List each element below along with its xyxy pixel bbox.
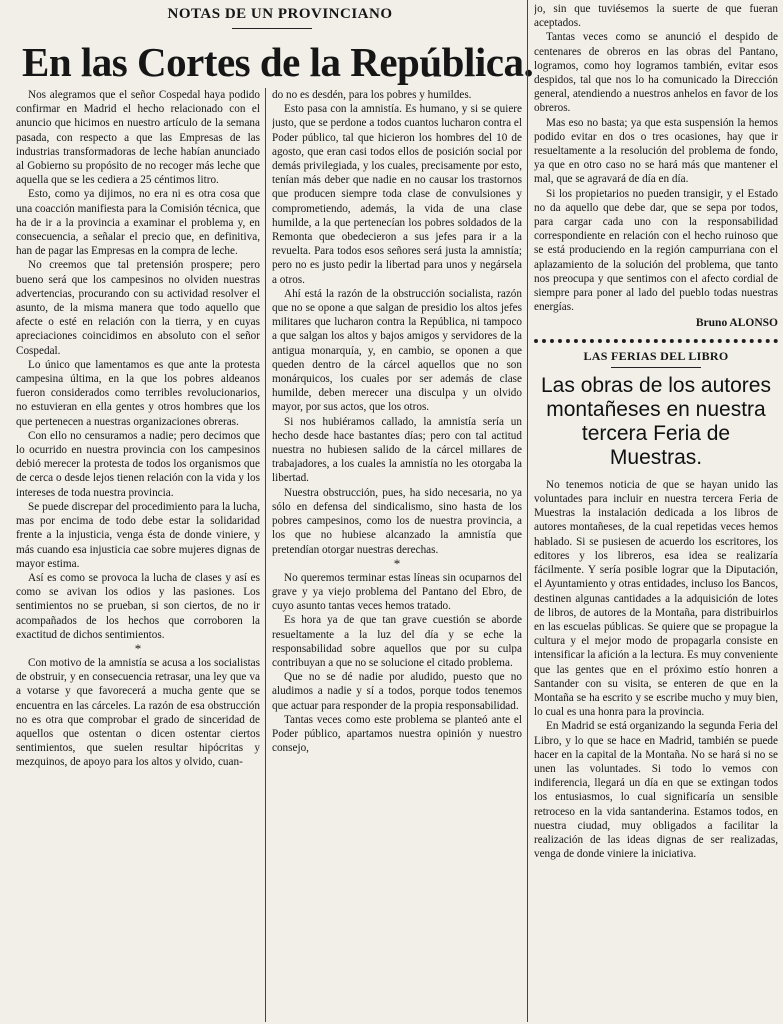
paragraph: Esto, como ya dijimos, no era ni es otra cosa que una coacción manifiesta para la Comisión técnica, que ha de ir a la provincia a examinar el problema y, en consecuencia, a señalar el precio que, en definitiva, han de pagar las Empresas en la compra de leche. (16, 188, 260, 258)
separator-star: * (134, 640, 142, 656)
column-rule-2 (527, 0, 528, 1022)
author-signature: Bruno ALONSO (695, 317, 778, 330)
paragraph: do no es desdén, para los pobres y humildes. (272, 89, 472, 101)
kicker: NOTAS DE UN PROVINCIANO (167, 6, 393, 22)
column-1 (16, 88, 260, 1022)
headline: En las Cortes de la República. (22, 39, 534, 85)
dotted-divider (534, 339, 778, 343)
paragraph: Tantas veces como se anunció el despido de centenares de obreros en las obras del Pantano, logramos, como hoy logramos también, evitar esos despidos, tal que nos lo ha comunicado la Dirección general, atendiendo a nuestros anhelos en favor de los obreros. (534, 31, 778, 115)
paragraph: Ahí está la razón de la obstrucción socialista, razón que no se opone a que salgan de presidio los altos jefes militares que lucharon contra la República, ni tampoco a que salgan los altos y bajos amigos y servidores de la antigua monarquía, y, en cambio, se oponen a que queden dentro de la cárcel aquellos que no son monárquicos, los cuales por ser además de clase humilde, deben merecer una disculpa y un olvido mayor, por sus actos, que los otros. (272, 287, 522, 414)
paragraph: Con motivo de la amnistía se acusa a los socialistas de obstruir, y en consecuencia retrasar, una ley que va a votarse y que favorecerá a mucha gente que se encuentra en las cárceles. La razón de esa obstrucción no es otra que comprobar el grado de sinceridad de aquellos que ostentan o dicen ostentar ciertos sentimientos, que suelen resultar hipócritas y mezquinos, de apoyo para los altos y olvido, cuan- (16, 656, 260, 769)
paragraph: Nuestra obstrucción, pues, ha sido necesaria, no ya sólo en defensa del sindicalismo, sino hasta de los pobres campesinos, como los de nuestra provincia, a los que no hubiese alcanzado la amnistía que pretendían otorgar nuestras derechas. (272, 486, 522, 556)
paragraph: Nos alegramos que el señor Cospedal haya podido confirmar en Madrid el hecho relacionado con el anuncio que hicimos en nuestro artículo de la semana pasada, con respecto a que las Empresas de las industrias transformadoras de leche habían anunciado al Gobierno su propósito de no recoger más leche que aquella que se les cediera a 25 céntimos litro. (16, 89, 260, 187)
column-3 (534, 2, 778, 1022)
section-rule (611, 367, 701, 368)
paragraph: No tenemos noticia de que se hayan unido las voluntades para incluir en nuestra tercera Feria de Muestras la instalación dedicada a los libros de autores montañeses, de la cual repetidas veces hemos hablado. Si se pusiesen de acuerdo los escritores, los editores y los libreros, esa idea se realizaría fácilmente. Y sería posible lograr que la Diputación, el Ayuntamiento y otras entidades, incluso los Bancos, destinen algunas cantidades a la adquisición de lotes de libros, de autores de la Montaña, para distribuirlos en las escuelas públicas. Se quiere que se propague la cultura y el mejor modo de propagarla consiste en intensificar la afición a la lectura. Es muy conveniente que las gentes que en el próximo estío honren a Santander con su visita, se enteren de que en la Montaña se ha escrito y se escribe mucho y muy bien, lo cual es una honra para la provincia. (534, 478, 778, 719)
paragraph: Lo único que lamentamos es que ante la protesta campesina última, en la que los pobres aldeanos fueron considerados como terribles revolucionarios, no estuvieran en ella gentes y otros hombres que los que pertenecen a nuestras organizaciones obreras. (16, 358, 260, 428)
paragraph: Tantas veces como este problema se planteó ante el Poder público, apartamos nuestra opinión y nuestro consejo, (272, 713, 522, 755)
column-2 (272, 88, 522, 1022)
column-rule-1 (265, 88, 266, 1022)
paragraph: Con ello no censuramos a nadie; pero decimos que lo ocurrido en nuestra provincia con los campesinos debió merecer la protesta de todos los organismos que de cerca o desde lejos tienen relación con la vida y los intereses de toda nuestra provincia. (16, 429, 260, 499)
paragraph: Esto pasa con la amnistía. Es humano, y si se quiere justo, que se perdone a todos cuantos lucharon contra el Poder público, tal que hicieron los hombres del 10 de agosto, que eran casi todos ellos de posición social por demás privilegiada, y los cuales, precisamente por esto, tenían más deber que nadie en no causar los trastornos que producen siempre toda clase de convulsiones y comprometiendo, además, la vida de una clase humilde, a la que pertenecían los pobres soldados de la Remonta que obedecieron a sus jefes para ir a la revuelta. Para todos esos señores será justa la amnistía; pero no es justo pedir la libertad para unos y negársela a otros. (272, 103, 522, 286)
paragraph: Es hora ya de que tan grave cuestión se aborde resueltamente a la luz del día y se eche la responsabilidad sobre aquellos que por su culpa contribuyan a que no se solucione el citado problema. (272, 614, 522, 669)
article-subhead: Las obras de los autores montañeses en nuestra tercera Feria de Muestras. (541, 373, 771, 469)
paragraph: Se puede discrepar del procedimiento para la lucha, mas por encima de todo debe estar la solidaridad frente a la injusticia, venga ésta de donde viniere, y más cuando esa injusticia cae sobre mujeres dignas de mayor estima. (16, 500, 260, 570)
paragraph: Si los propietarios no pueden transigir, y el Estado no da aquello que debe dar, que se sepa por todos, para cargar cada uno con la responsabilidad correspondiente en relación con el hecho ruinoso que se está produciendo en la región campurriana con el aplazamiento de la solución del problema, que tanto nos preocupa y que sentimos con el afecto cordial de siempre para poner al lado del pueblo todas nuestras energías. (534, 187, 778, 314)
paragraph: Así es como se provoca la lucha de clases y así es como se avivan los odios y las pasiones. Los sentimientos no se prueban, si son ciertos, de no ir acompañados de los hechos que corroboren la exactitud de dichos sentimientos. (16, 571, 260, 641)
paragraph: No queremos terminar estas líneas sin ocuparnos del grave y ya viejo problema del Pantano del Ebro, de cuyo asunto tantas veces hemos tratado. (272, 571, 522, 613)
paragraph: Mas eso no basta; ya que esta suspensión la hemos podido evitar en dos o tres ocasiones, hay que ir resueltamente a la resolución del problema de fondo, ya que en otro caso no se hará más que mantener el mal, que se agravará de día en día. (534, 116, 778, 186)
paragraph: No creemos que tal pretensión prospere; pero bueno será que los campesinos no olviden nuestras advertencias, procurando con su actividad resolver el asunto, de la misma manera que todo aquello que afecte o esté en relación con la tierra, y en cuyas apreciaciones coincidimos en absoluto con el señor Cospedal. (16, 259, 260, 357)
separator-star: * (393, 555, 401, 571)
kicker-rule (232, 28, 312, 29)
section-title: LAS FERIAS DEL LIBRO (583, 348, 729, 363)
paragraph: En Madrid se está organizando la segunda Feria del Libro, y lo que se hace en Madrid, también se puede hacer en la capital de la Montaña. No se hará si no se unen las voluntades. Si todo lo vemos con indiferencia, llegará un día en que se extingan todos los entusiasmos, lo cual significaría un sensible retroceso en la vida santanderina. Estamos todos, en nuestra ciudad, muy obligados a facilitar la realización de las ideas dignas de ser realizadas, venga de donde viniere la iniciativa. (534, 720, 778, 861)
paragraph: Si nos hubiéramos callado, la amnistía sería un hecho desde hace bastantes días; pero con tal actitud nuestra no hubiesen salido de la cárcel millares de trabajadores, a los cuales la amnistía no les otorgaba la libertad. (272, 415, 522, 485)
paragraph: Que no se dé nadie por aludido, puesto que no aludimos a nadie y sí a todos, porque todos tenemos que actuar para responder de la propia responsabilidad. (272, 671, 522, 712)
paragraph: jo, sin que tuviésemos la suerte de que fueran aceptados. (534, 3, 778, 30)
